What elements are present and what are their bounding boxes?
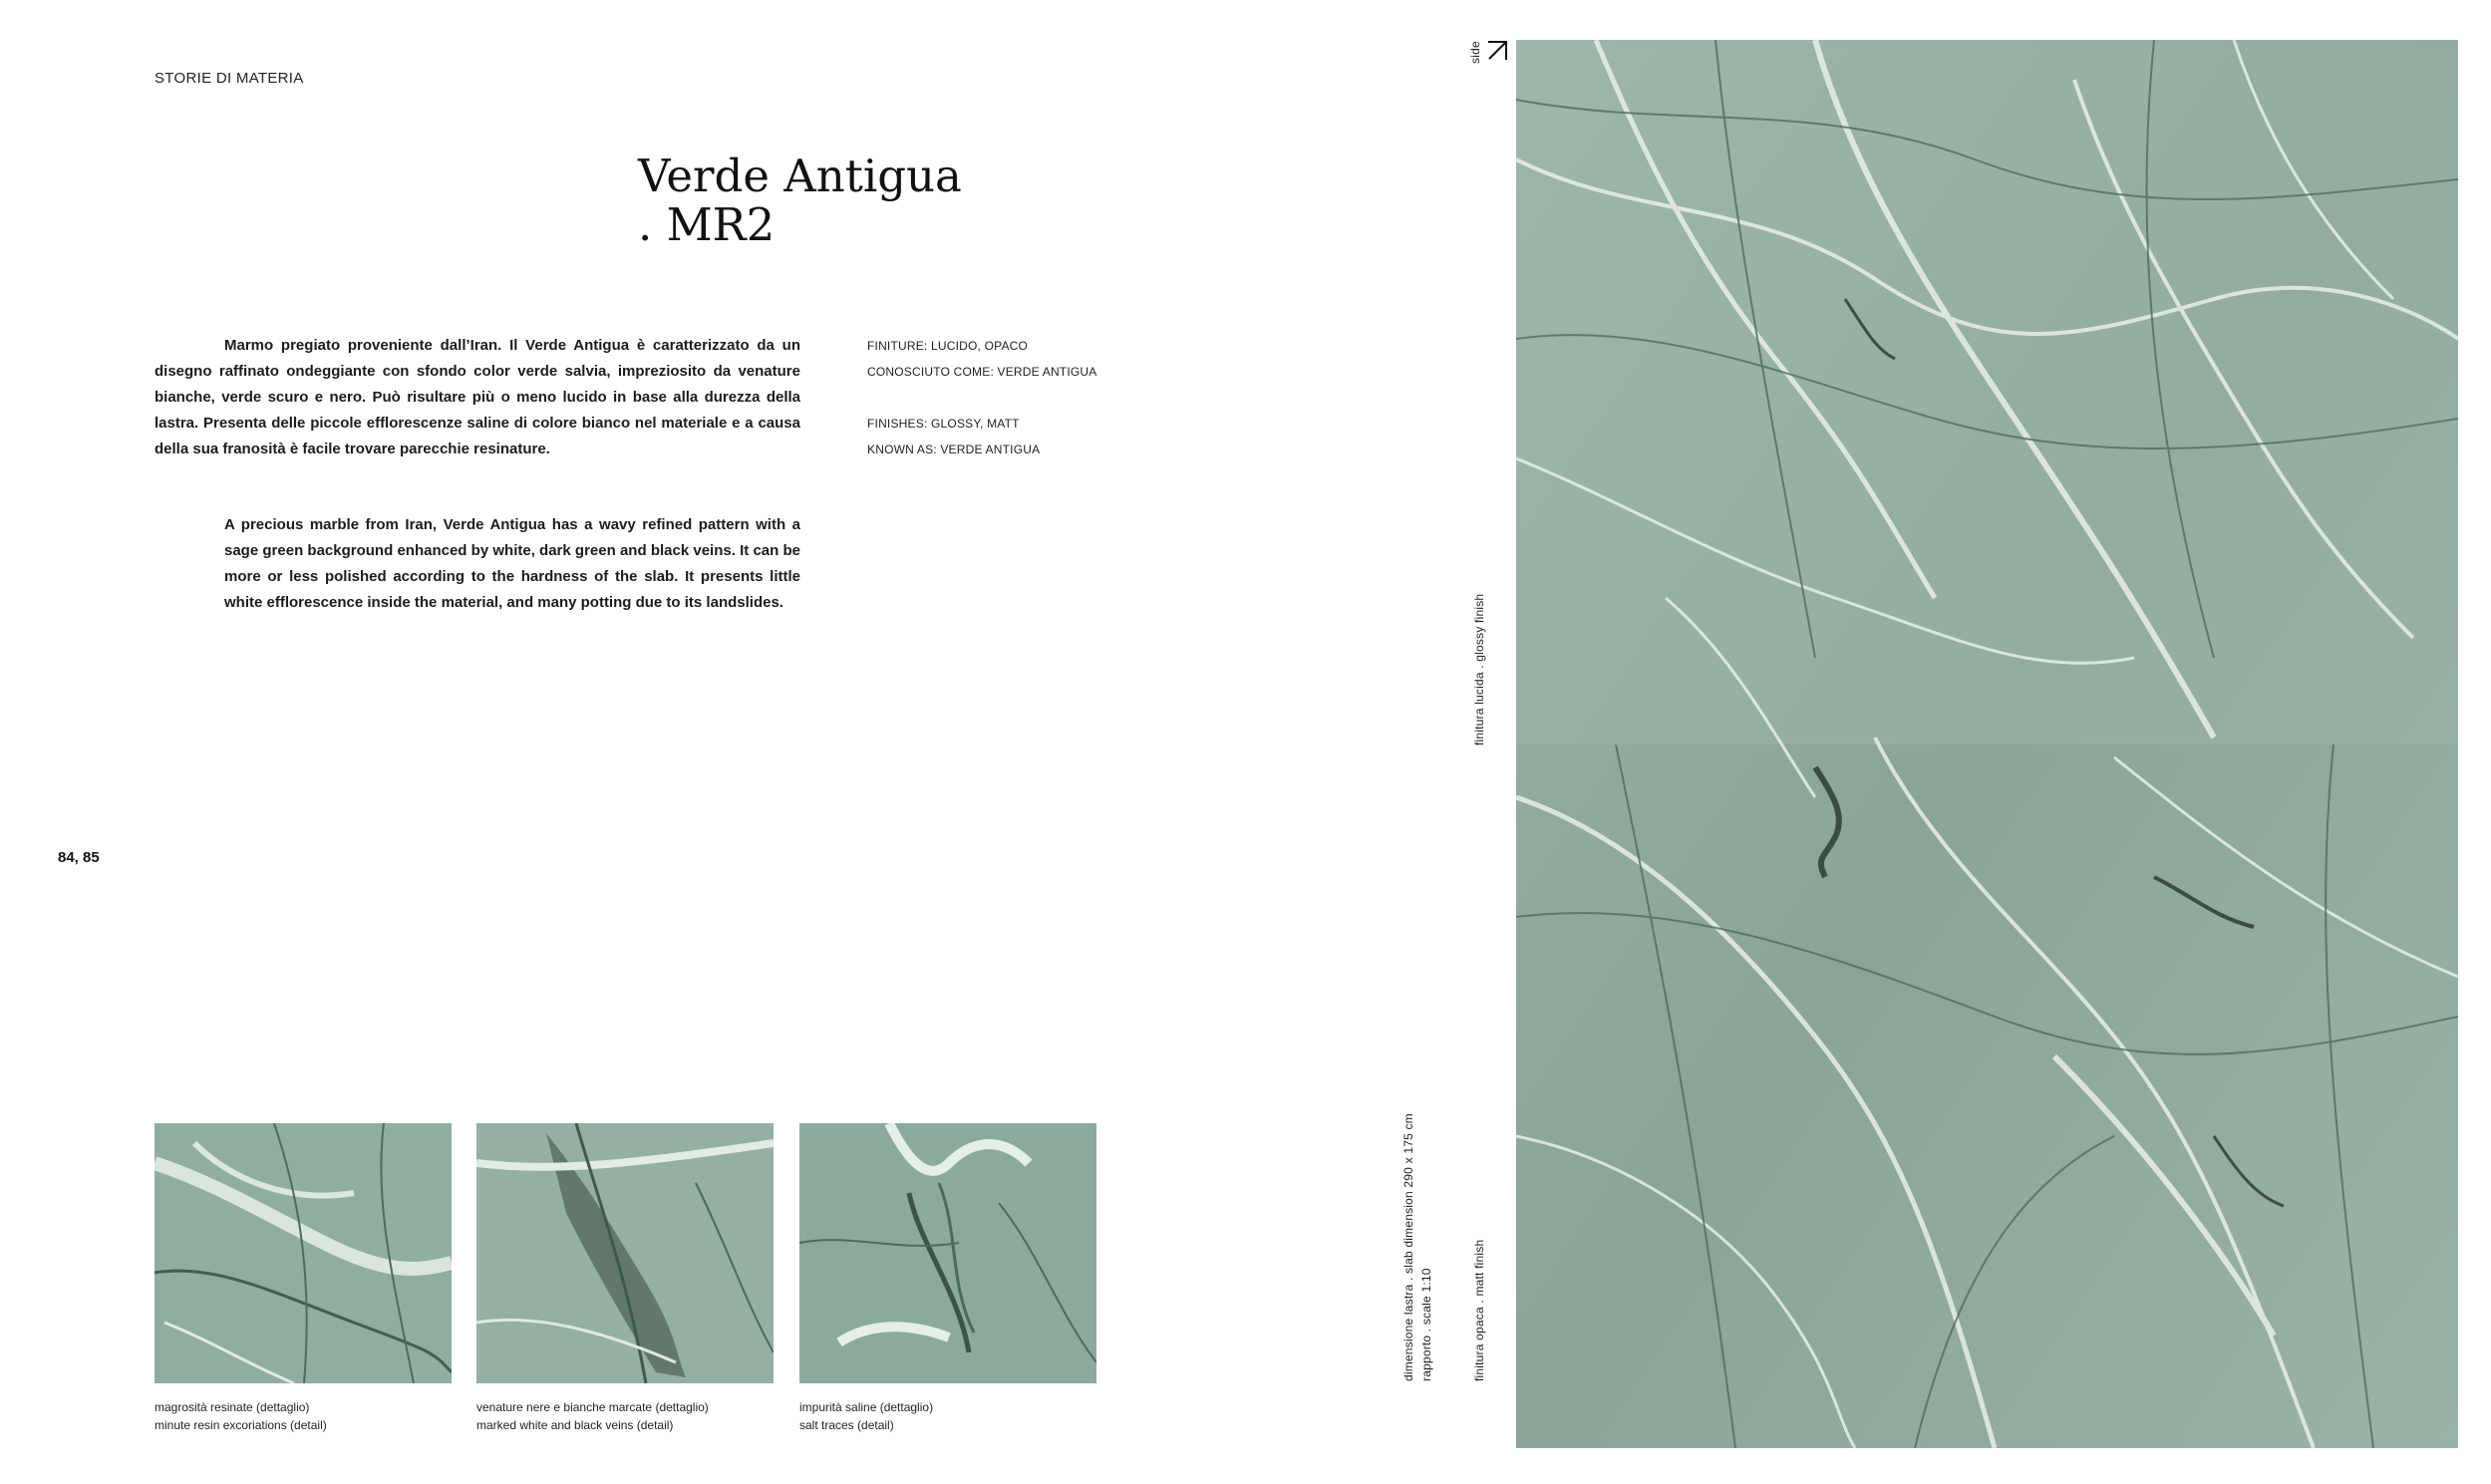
caption-en: minute resin excoriations (detail): [155, 1418, 327, 1432]
arrow-up-right-icon: [1486, 40, 1508, 62]
matt-finish-label: finitura opaca . matt finish: [1472, 1239, 1486, 1381]
side-label: side: [1468, 41, 1482, 64]
spec-finiture: FINITURE: LUCIDO, OPACO: [867, 339, 1029, 353]
marble-detail-salt-image: [799, 1123, 1096, 1383]
detail-caption-1: [155, 1398, 327, 1434]
caption-it: venature nere e bianche marcate (dettaglio): [476, 1400, 709, 1414]
title-line-name: Verde Antigua: [638, 149, 962, 202]
marble-detail-resin-image: [155, 1123, 452, 1383]
section-header: STORIE DI MATERIA: [155, 70, 304, 87]
page-title: [638, 151, 962, 249]
page-number: 84, 85: [58, 849, 100, 866]
detail-caption-2: [476, 1398, 709, 1434]
marble-detail-veins-image: [476, 1123, 774, 1383]
title-line-code: . MR2: [638, 198, 776, 251]
glossy-finish-label: finitura lucida . glossy finish: [1472, 593, 1486, 745]
spec-known-as: KNOWN AS: VERDE ANTIGUA: [867, 443, 1041, 456]
spec-finishes: FINISHES: GLOSSY, MATT: [867, 417, 1020, 431]
scale-label: rapporto . scale 1:10: [1419, 1268, 1433, 1381]
caption-en: marked white and black veins (detail): [476, 1418, 674, 1432]
description-italian: Marmo pregiato proveniente dall’Iran. Il Verde Antigua è caratterizzato da un disegno raffinato ondeggiante con sfondo color verde salvia, impreziosito da venature bianche, verde scuro e nero. Può risultare più o meno lucido in base alla durezza della lastra. Presenta delle piccole efflorescenze saline di colore bianco nel materiale e a causa della sua franosità è facile trovare parecchie resinature.: [155, 337, 800, 457]
caption-en: salt traces (detail): [799, 1418, 894, 1432]
spec-conosciuto: CONOSCIUTO COME: VERDE ANTIGUA: [867, 365, 1097, 379]
marble-slab-image: [1516, 40, 2458, 1448]
caption-it: magrosità resinate (dettaglio): [155, 1400, 310, 1414]
slab-dimension-label: dimensione lastra . slab dimension 290 x 175 cm: [1401, 1113, 1415, 1381]
description-english: A precious marble from Iran, Verde Antigua has a wavy refined pattern with a sage green background enhanced by white, dark green and black veins. It can be more or less polished according to the hardness of the slab. It presents little white efflorescence inside the material, and many potting due to its landslides.: [224, 516, 800, 611]
caption-it: impurità saline (dettaglio): [799, 1400, 934, 1414]
detail-caption-3: [799, 1398, 933, 1434]
